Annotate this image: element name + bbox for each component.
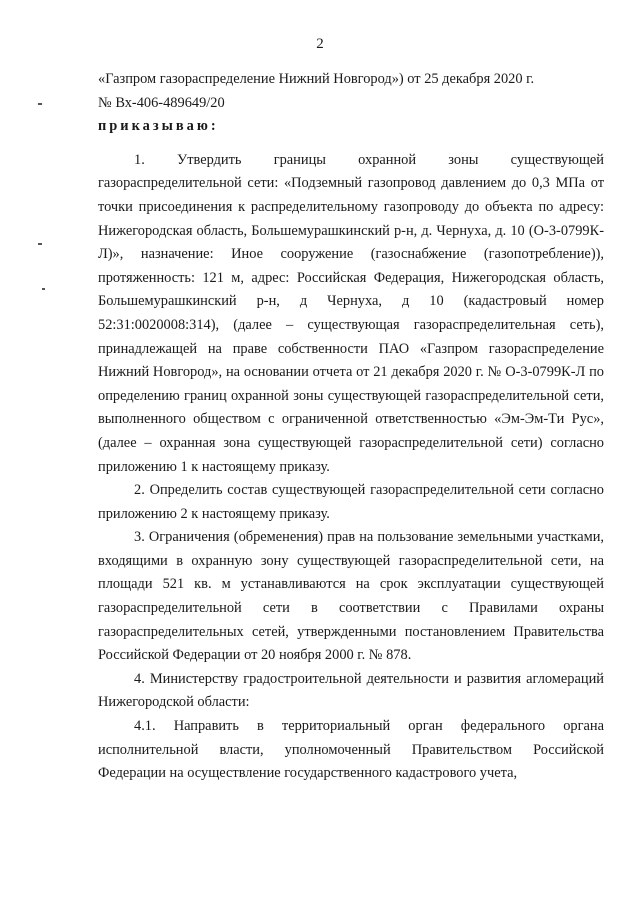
order-heading: приказываю: bbox=[98, 118, 219, 135]
document-body bbox=[98, 68, 604, 786]
paragraph-4: 4. Министерству градостроительной деятельности и развития агломераций Нижегородской области: bbox=[98, 670, 604, 711]
paragraph-2: 2. Определить состав существующей газораспределительной сети согласно приложению 2 к настоящему приказу. bbox=[98, 482, 604, 522]
registration-number: № Вх-406-489649/20 bbox=[98, 94, 225, 111]
scan-mark bbox=[42, 288, 45, 290]
paragraph-3: 3. Ограничения (обременения) прав на пользование земельными участками, входящими в охранную зону существующей газораспределительной сети, на площади 521 кв. м устанавливаются на срок эксплуатации существующей газораспределительной сети в соответствии с Правилами охраны газораспределительных сетей, утвержденными постановлением Правительства Российской Федерации от 20 ноября 2000 г. № 878. bbox=[98, 529, 604, 664]
scan-mark bbox=[38, 103, 42, 105]
page-number: 2 bbox=[316, 36, 324, 52]
scan-mark bbox=[38, 243, 42, 245]
intro-line: «Газпром газораспределение Нижний Новгород») от 25 декабря 2020 г. bbox=[98, 71, 535, 87]
paragraph-1: 1. Утвердить границы охранной зоны существующей газораспределительной сети: «Подземный газопровод давлением до 0,3 МПа от точки присоединения к распределительному газопроводу до объекта по адресу: Нижегородская область, Большемурашкинский р-н, д. Чернуха, д. 10 (О-3-0799К-Л)», назначение: Иное сооружение (газоснабжение (газопотребление)), протяженность: 121 м, адрес: Российская Федерация, Нижегородская область, Большемурашкинский р-н, д Чернуха, д 10 (кадастровый номер 52:31:0020008:314), (далее – существующая газораспределительная сеть), принадлежащей на праве собственности ПАО «Газпром газораспределение Нижний Новгород», на основании отчета от 21 декабря 2020 г. № О-3-0799К-Л по определению границ охранной зоны существующей газораспределительной сети, выполненного обществом с ограниченной ответственностью «Эм-Эм-Ти Рус», (далее – охранная зона существующей газораспределительной сети) согласно приложению 1 к настоящему приказу. bbox=[98, 151, 604, 475]
paragraph-4-1: 4.1. Направить в территориальный орган федерального органа исполнительной власти, уполномоченный Правительством Российской Федерации на осуществление государственного кадастрового учета, bbox=[98, 718, 604, 782]
